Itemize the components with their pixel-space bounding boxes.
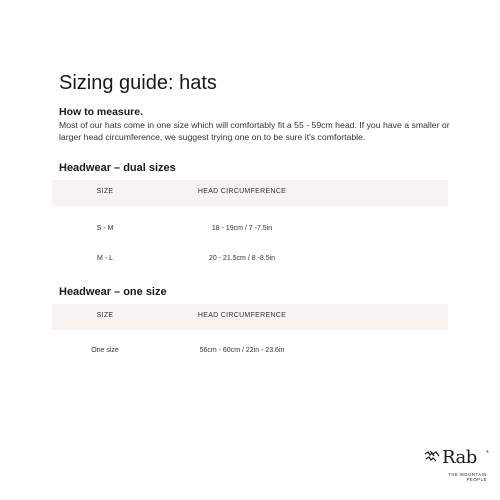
page-title: Sizing guide: hats	[59, 72, 217, 94]
column-header-size: SIZE	[96, 188, 114, 195]
one-size-heading: Headwear – one size	[59, 286, 167, 298]
size-cell: One size	[91, 347, 119, 354]
registered-mark: ®	[486, 449, 489, 454]
rab-logo	[424, 448, 494, 488]
rab-mountain-mark-icon	[424, 450, 442, 464]
column-header-head-circumference: HEAD CIRCUMFERENCE	[197, 312, 287, 319]
circumference-cell: 18 - 19cm / 7 -7.5in	[211, 225, 273, 232]
logo-tagline	[427, 472, 487, 482]
logo-wordmark: Rab	[442, 447, 477, 468]
logo-tagline-line1: THE MOUNTAIN	[448, 472, 487, 477]
table-row	[52, 253, 448, 267]
how-to-measure-heading: How to measure.	[59, 106, 144, 118]
one-size-table-header	[52, 304, 448, 330]
how-to-measure-text: Most of our hats come in one size which will comfortably fit a 55 - 59cm head. If you have a smaller or larger head circumference, we suggest trying one on to be sure it's comfortable.	[59, 120, 450, 142]
table-row	[52, 223, 448, 237]
logo-tagline-line2: PEOPLE	[466, 477, 487, 482]
size-cell: M - L	[97, 255, 113, 262]
size-cell: S - M	[96, 225, 114, 232]
circumference-cell: 56cm - 60cm / 22in - 23.6in	[199, 347, 285, 354]
column-header-size: SIZE	[96, 312, 114, 319]
circumference-cell: 20 - 21.5cm / 8 -8.5in	[208, 255, 276, 262]
table-row	[52, 345, 448, 359]
column-header-head-circumference: HEAD CIRCUMFERENCE	[197, 188, 287, 195]
dual-sizes-table-header	[52, 180, 448, 206]
dual-sizes-heading: Headwear – dual sizes	[59, 162, 176, 174]
